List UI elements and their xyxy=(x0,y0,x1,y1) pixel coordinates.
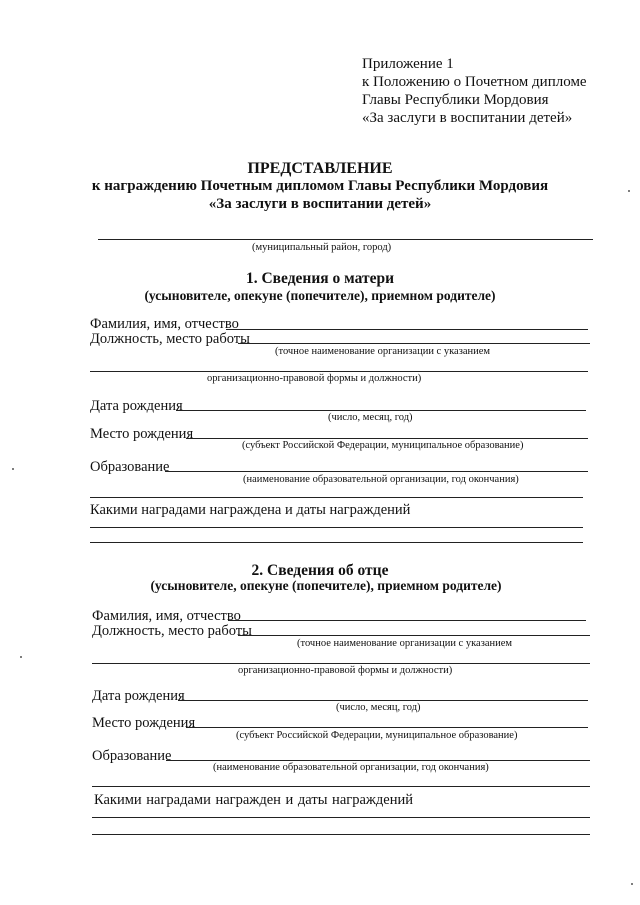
mother-fio-line[interactable] xyxy=(226,329,588,330)
father-fio-line[interactable] xyxy=(228,620,586,621)
father-position-hint-2: организационно-правовой формы и должности) xyxy=(238,665,453,676)
municipality-hint: (муниципальный район, город) xyxy=(252,242,392,253)
mother-birthplace-label: Место рождения xyxy=(90,426,194,442)
father-birthplace-label: Место рождения xyxy=(92,715,196,731)
mother-position-line[interactable] xyxy=(238,343,590,344)
mother-birthdate-line[interactable] xyxy=(176,410,586,411)
father-education-hint: (наименование образовательной организации, год окончания) xyxy=(213,762,489,773)
mother-section-subheading: (усыновителе, опекуне (попечителе), приемном родителе) xyxy=(144,288,496,303)
document-title-line-3: «За заслуги в воспитании детей» xyxy=(208,196,432,212)
mother-birthdate-label: Дата рождения xyxy=(90,398,183,414)
father-section-heading: 2. Сведения об отце xyxy=(251,562,389,579)
scan-speck xyxy=(20,656,22,658)
mother-position-label: Должность, место работы xyxy=(90,331,250,347)
document-title-line-2: к награждению Почетным дипломом Главы Республики Мордовия xyxy=(91,178,549,194)
mother-awards-label: Какими наградами награждена и даты награждений xyxy=(90,502,411,518)
father-birthdate-hint: (число, месяц, год) xyxy=(336,702,421,713)
father-position-line-2[interactable] xyxy=(92,663,590,664)
mother-position-hint-2: организационно-правовой формы и должности) xyxy=(207,373,422,384)
mother-awards-line-1[interactable] xyxy=(90,527,583,528)
mother-section-heading: 1. Сведения о матери xyxy=(245,270,395,287)
appendix-line-4: «За заслуги в воспитании детей» xyxy=(362,110,573,126)
father-section-subheading: (усыновителе, опекуне (попечителе), приемном родителе) xyxy=(150,578,502,593)
father-education-line[interactable] xyxy=(166,760,590,761)
father-awards-line-2[interactable] xyxy=(92,834,590,835)
mother-education-line[interactable] xyxy=(165,471,588,472)
father-awards-label: Какими наградами награжден и даты награждений xyxy=(94,792,413,808)
mother-education-label: Образование xyxy=(90,459,170,475)
document-title: ПРЕДСТАВЛЕНИЕ xyxy=(247,160,393,177)
mother-awards-line-2[interactable] xyxy=(90,542,583,543)
municipality-line[interactable] xyxy=(98,239,593,240)
father-position-line[interactable] xyxy=(238,635,590,636)
mother-education-hint: (наименование образовательной организации, год окончания) xyxy=(243,474,519,485)
scan-speck xyxy=(628,190,630,192)
father-position-hint-1: (точное наименование организации с указанием xyxy=(297,638,513,649)
mother-birthplace-line[interactable] xyxy=(186,438,588,439)
father-birthdate-label: Дата рождения xyxy=(92,688,185,704)
father-position-label: Должность, место работы xyxy=(92,623,252,639)
father-birthdate-line[interactable] xyxy=(178,700,588,701)
scan-speck xyxy=(631,883,633,885)
father-birthplace-hint: (субъект Российской Федерации, муниципальное образование) xyxy=(236,730,518,741)
father-education-label: Образование xyxy=(92,748,172,764)
mother-fio-label: Фамилия, имя, отчество xyxy=(90,316,239,332)
mother-education-line-2[interactable] xyxy=(90,497,583,498)
appendix-line-1: Приложение 1 xyxy=(362,56,454,72)
father-awards-line-1[interactable] xyxy=(92,817,590,818)
mother-birthplace-hint: (субъект Российской Федерации, муниципальное образование) xyxy=(242,440,524,451)
father-education-line-2[interactable] xyxy=(92,786,590,787)
appendix-line-3: Главы Республики Мордовия xyxy=(362,92,549,108)
mother-birthdate-hint: (число, месяц, год) xyxy=(328,412,413,423)
appendix-line-2: к Положению о Почетном дипломе xyxy=(362,74,587,90)
mother-position-line-2[interactable] xyxy=(90,371,588,372)
father-birthplace-line[interactable] xyxy=(186,727,588,728)
scan-speck xyxy=(12,468,14,470)
father-fio-label: Фамилия, имя, отчество xyxy=(92,608,241,624)
mother-position-hint-1: (точное наименование организации с указанием xyxy=(275,346,491,357)
